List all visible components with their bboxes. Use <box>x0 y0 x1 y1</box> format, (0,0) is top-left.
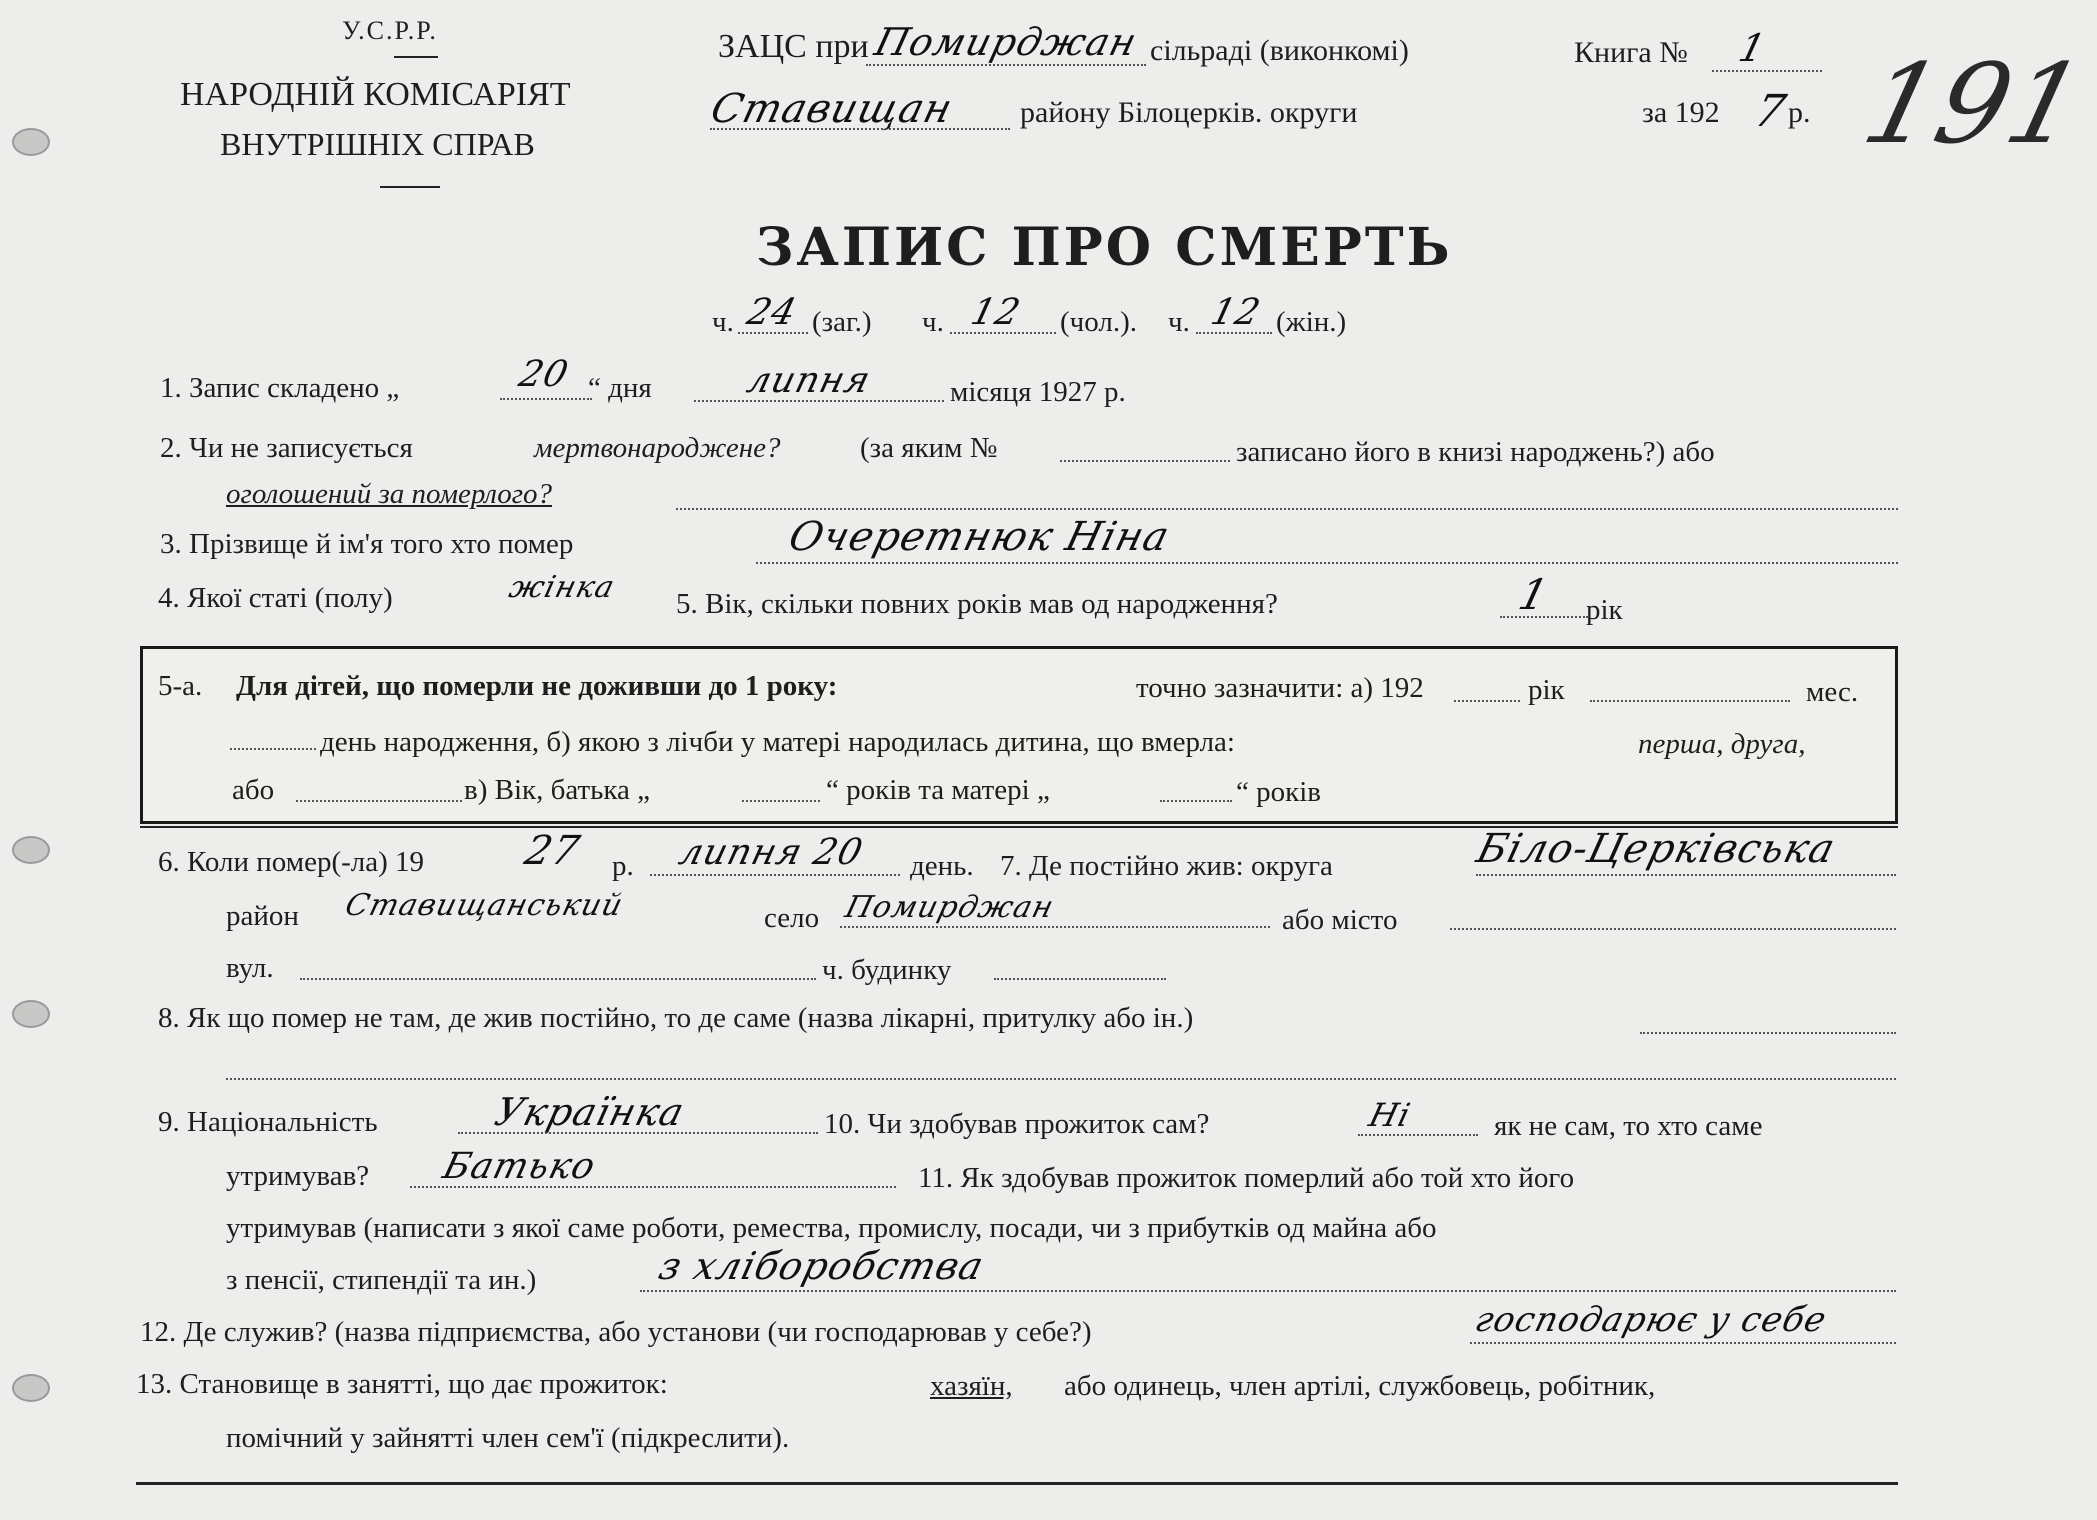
zags-village-line <box>866 64 1146 66</box>
item10-supporter-handwritten: Батько <box>438 1146 600 1187</box>
item6-year-handwritten: 27 <box>520 828 585 874</box>
item5-age-handwritten: 1 <box>1513 570 1554 619</box>
item1-label-b: “ дня <box>588 372 652 404</box>
item5a-label-j: “ років та матері „ <box>826 774 1050 806</box>
item6-label-b: р. <box>612 850 634 882</box>
book-number-line <box>1712 70 1822 72</box>
item12-label: 12. Де служив? (назва підприємства, або установи (чи господарював у себе?) <box>140 1316 1092 1348</box>
book-label: Книга № <box>1574 36 1688 69</box>
item7-misto-label: або місто <box>1282 904 1398 936</box>
count-female-label: (жін.) <box>1276 306 1347 338</box>
item5a-month-unit: мес. <box>1806 676 1859 708</box>
item5a-month-line <box>1590 700 1790 702</box>
item5a-father-age-line <box>742 800 820 802</box>
item5a-or-line <box>296 800 462 802</box>
item6-date-line <box>650 874 900 876</box>
item9-nationality-handwritten: Українка <box>490 1090 690 1134</box>
item7-house-label: ч. будинку <box>822 954 952 986</box>
item1-month-line <box>694 400 944 402</box>
item3-name-line <box>756 562 1898 564</box>
count-female-line <box>1196 332 1272 334</box>
item5a-year-unit: рік <box>1528 674 1565 706</box>
item13-label-c: помічний у зайнятті член сем'ї (підкреслити). <box>226 1422 790 1454</box>
item2-label-a: 2. Чи не записується <box>160 432 413 464</box>
punch-hole <box>12 1374 50 1402</box>
zags-prefix: ЗАЦС при <box>718 28 869 65</box>
item5a-mother-age-line <box>1160 800 1232 802</box>
item7-selo-line <box>840 926 1270 928</box>
count-ch3: ч. <box>1168 306 1190 338</box>
item6-label-a: 6. Коли помер(-ла) 19 <box>158 846 425 878</box>
item7-misto-line <box>1450 928 1896 930</box>
item5a-heading: Для дітей, що померли не доживши до 1 року: <box>236 670 838 702</box>
item11-label-b: утримував (написати з якої саме роботи, ремества, промислу, посади, чи з прибутків од майна або <box>226 1212 1437 1244</box>
item1-day-line <box>500 398 592 400</box>
item7-selo-handwritten: Помирджан <box>841 890 1058 925</box>
item10-label: 10. Чи здобував прожиток сам? <box>824 1108 1210 1140</box>
item8-line2 <box>226 1078 1896 1080</box>
item13-label-b: або одинець, член артілі, службовець, робітник, <box>1064 1370 1656 1402</box>
commissariat-line2: ВНУТРІШНІХ СПРАВ <box>220 126 535 162</box>
item2-label-b: (за яким № <box>860 432 998 464</box>
item7-okruha-line <box>1476 874 1896 876</box>
item8-label: 8. Як що помер не там, де жив постійно, то де саме (назва лікарні, притулку або ін.) <box>158 1002 1194 1034</box>
item8-line1 <box>1640 1032 1896 1034</box>
item5a-order-options: перша, друга, <box>1638 728 1806 760</box>
item2-stillborn: мертвонароджене? <box>534 432 781 464</box>
document-title: ЗАПИС ПРО СМЕРТЬ <box>756 217 1453 278</box>
item2-declared-line <box>676 508 1898 510</box>
item2-label-c: записано його в книзі народжень?) або <box>1236 436 1715 468</box>
year-suffix: р. <box>1788 96 1811 129</box>
item10-answer-line <box>1358 1134 1478 1136</box>
item7-okruha-handwritten: Біло-Церківська <box>1472 826 1841 872</box>
count-male-handwritten: 12 <box>966 292 1025 333</box>
item13-label-a: 13. Становище в занятті, що дає прожиток: <box>136 1368 668 1400</box>
item5-label: 5. Вік, скільки повних років мав од народження? <box>676 588 1278 620</box>
item7-street-line <box>300 978 816 980</box>
header-divider <box>380 186 440 188</box>
count-female-handwritten: 12 <box>1206 292 1265 333</box>
item10-supporter-line <box>410 1186 896 1188</box>
header-divider <box>394 56 438 58</box>
item3-name-handwritten: Очеретнюк Ніна <box>784 514 1175 560</box>
count-total-label: (заг.) <box>812 306 872 338</box>
item11-source-line <box>640 1290 1896 1292</box>
item9-label: 9. Національність <box>158 1106 378 1138</box>
item10-answer-handwritten: Ні <box>1365 1096 1415 1134</box>
item7-rayon-handwritten: Ставищанський <box>341 888 627 923</box>
year-digit-handwritten: 7 <box>1749 86 1792 137</box>
item5a-label-c: точно зазначити: а) 192 <box>1136 672 1424 704</box>
item5a-label-f: день народження, б) якою з лічби у матері народилась дитина, що вмерла: <box>320 726 1235 758</box>
item4-sex-handwritten: жінка <box>505 570 619 605</box>
item5a-year-line <box>1454 700 1520 702</box>
count-ch1: ч. <box>712 306 734 338</box>
item5-years: рік <box>1586 594 1623 626</box>
book-number-handwritten: 1 <box>1734 26 1771 70</box>
item1-label-a: 1. Запис складено „ <box>160 372 400 404</box>
item12-answer-handwritten: господарює у себе <box>1471 1300 1831 1340</box>
count-total-line <box>738 332 808 334</box>
item6-date-handwritten: липня 20 <box>674 832 868 873</box>
item5a-label-i: в) Вік, батька „ <box>464 774 651 806</box>
item3-label: 3. Прізвище й ім'я того хто помер <box>160 528 574 560</box>
item11-label-c: з пенсії, стипендії та ин.) <box>226 1264 537 1296</box>
count-total-handwritten: 24 <box>742 292 801 333</box>
item5a-num: 5-а. <box>158 670 203 702</box>
item1-label-c: місяця 1927 р. <box>950 376 1126 408</box>
item1-month-handwritten: липня <box>742 360 875 401</box>
district-suffix: району Білоцерків. округи <box>1020 96 1358 129</box>
item7-rayon-label: район <box>226 900 299 932</box>
item10-label-b: як не сам, то хто саме <box>1494 1110 1763 1142</box>
count-male-line <box>950 332 1056 334</box>
punch-hole <box>12 1000 50 1028</box>
margin-number-handwritten: 191 <box>1852 40 2097 168</box>
item7-selo-label: село <box>764 902 820 934</box>
item1-day-handwritten: 20 <box>514 354 573 395</box>
commissariat-line1: НАРОДНІЙ КОМІСАРІЯТ <box>180 76 571 113</box>
item7-house-line <box>994 978 1166 980</box>
zags-village-handwritten: Помирджан <box>870 20 1142 64</box>
item2-number-line <box>1060 460 1230 462</box>
year-label: за 192 <box>1642 96 1720 129</box>
item2-declared-dead: оголошений за померлого? <box>226 478 553 510</box>
item5a-day-line <box>230 748 316 750</box>
zags-suffix: сільраді (виконкомі) <box>1150 34 1409 67</box>
item11-source-handwritten: з хліборобства <box>654 1244 989 1288</box>
item6-day: день. <box>910 850 974 882</box>
republic-abbr: У.С.Р.Р. <box>342 16 438 45</box>
item7-label: 7. Де постійно жив: округа <box>1000 850 1333 882</box>
item11-label-a: 11. Як здобував прожиток померлий або той хто його <box>918 1162 1575 1194</box>
count-male-label: (чол.). <box>1060 306 1137 338</box>
item7-street-label: вул. <box>226 952 274 984</box>
count-ch2: ч. <box>922 306 944 338</box>
district-line <box>710 128 1010 130</box>
item5-age-line <box>1500 616 1588 618</box>
item9-line <box>458 1132 818 1134</box>
item4-label: 4. Якої статі (полу) <box>158 582 393 614</box>
item5a-label-k: “ років <box>1236 776 1321 808</box>
item10-supporter-label: утримував? <box>226 1160 370 1192</box>
punch-hole <box>12 128 50 156</box>
district-handwritten: Ставищан <box>706 86 958 132</box>
item5a-or: або <box>232 774 275 806</box>
bottom-rule <box>136 1482 1898 1485</box>
item12-line <box>1470 1342 1896 1344</box>
item13-owner-underlined: хазяїн, <box>930 1370 1013 1402</box>
punch-hole <box>12 836 50 864</box>
